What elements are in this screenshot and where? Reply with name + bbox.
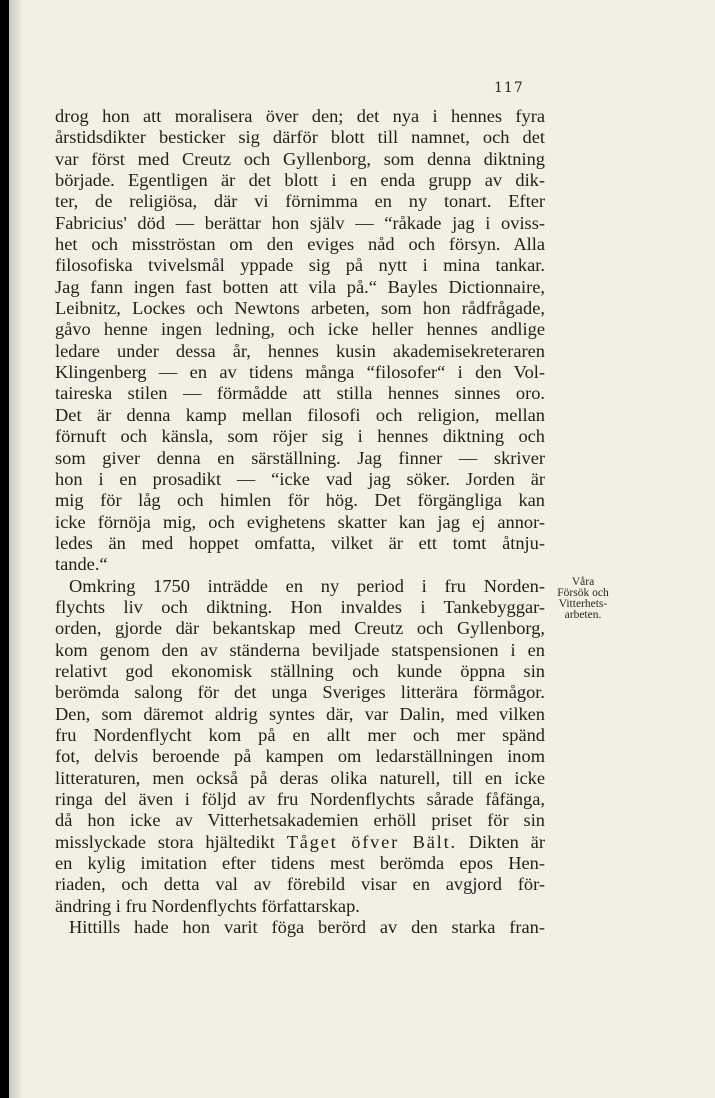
text-line: drog hon att moralisera över den; det nya i hennes fyra [55,106,545,126]
text-line: som giver denna en särställning. Jag finner — skriver [55,447,545,468]
text-line: het och misströstan om den eviges nåd och försyn. Alla [55,234,545,255]
text-line: hon i en prosadikt — “icke vad jag söker. Jorden är [55,468,545,489]
text-line: icke förnöja mig, och evighetens skatter kan jag ej annor- [55,511,545,532]
text-fragment: Dikten är [468,831,545,852]
text-line: flychts liv och diktning. Hon invaldes i Tankebyggar- [55,596,545,617]
text-line: ändring i fru Nordenflychts författarskap. [55,895,360,916]
margin-note-line: Vitterhets- [558,598,608,610]
page-number: 117 [494,80,524,96]
margin-note [547,577,619,621]
text-line: förnuft och känsla, som röjer sig i hennes diktning och [55,426,545,447]
text-line: ter, de religiösa, där vi förnimma en ny tonart. Efter [55,191,545,212]
text-line: Det är denna kamp mellan filosofi och religion, mellan [55,404,545,425]
text-line: ledes än med hoppet omfatta, vilket är ett tomt åtnju- [55,532,545,553]
work-title: Tåget öfver Bält. [286,831,457,852]
text-line: ringa del även i följd av fru Nordenflychts sårade fåfänga, [55,789,545,809]
text-line: berömda salong för det unga Sveriges litterära förmågor. [55,682,545,703]
text-line: riaden, och detta val av förebild visar en avgjord för- [55,874,545,895]
text-line: filosofiska tvivelsmål yppade sig på nytt i mina tankar. [55,255,545,276]
text-line: litteraturen, men också på deras olika naturell, till en icke [55,767,545,788]
page-edge-shadow [9,0,23,1098]
text-line: Den, som däremot aldrig syntes där, var Dalin, med vilken [55,703,545,724]
text-line: Jag fann ingen fast botten att vila på.“ Bayles Dictionnaire, [55,276,545,297]
text-line: fru Nordenflycht kom på en allt mer och mer spänd [55,724,545,745]
text-line: en kylig imitation efter tidens mest berömda epos Hen- [55,853,545,874]
text-line: Klingenberg — en av tidens många “filosofer“ i den Vol- [55,362,545,383]
text-line: var först med Creutz och Gyllenborg, som denna diktning [55,148,545,169]
text-line: taireska stilen — förmådde att stilla hennes sinnes oro. [55,383,545,404]
margin-note-line: arbeten. [564,609,602,621]
text-line: Hittills hade hon varit föga berörd av den starka fran- [69,917,545,938]
text-line: Leibnitz, Lockes och Newtons arbeten, som hon rådfrågade, [55,298,545,319]
text-line-with-title [55,832,545,853]
book-page [9,0,715,1098]
text-line: fot, delvis beroende på kampen om ledarställningen inom [55,746,545,767]
margin-note-line: Försök och [557,587,609,599]
text-line: relativt god ekonomisk ställning och kunde öppna sin [55,660,545,681]
text-line: mig för låg och himlen för hög. Det förgängliga kan [55,490,545,511]
text-line: då hon icke av Vitterhetsakademien erhöll priset för sin [55,810,545,831]
text-line: började. Egentligen är det blott i en enda grupp av dik- [55,170,545,191]
text-line: årstidsdikter besticker sig därför blott till namnet, och det [55,127,545,148]
text-line: ledare under dessa år, hennes kusin akademisekreteraren [55,340,545,361]
text-line: tande.“ [55,554,108,575]
text-line: kom genom den av ständerna beviljade statspensionen i en [55,639,545,660]
text-line: gåvo henne ingen ledning, och icke heller hennes andlige [55,319,545,340]
text-line: Fabricius' död — berättar hon själv — “råkade jag i oviss- [55,212,545,233]
margin-note-line: Våra [571,576,595,588]
body-text [55,106,545,938]
text-fragment: misslyckade stora hjältedikt [55,831,275,852]
text-line: Omkring 1750 inträdde en ny period i fru Norden- [69,575,545,596]
text-line: orden, gjorde där bekantskap med Creutz och Gyllenborg, [55,618,545,639]
